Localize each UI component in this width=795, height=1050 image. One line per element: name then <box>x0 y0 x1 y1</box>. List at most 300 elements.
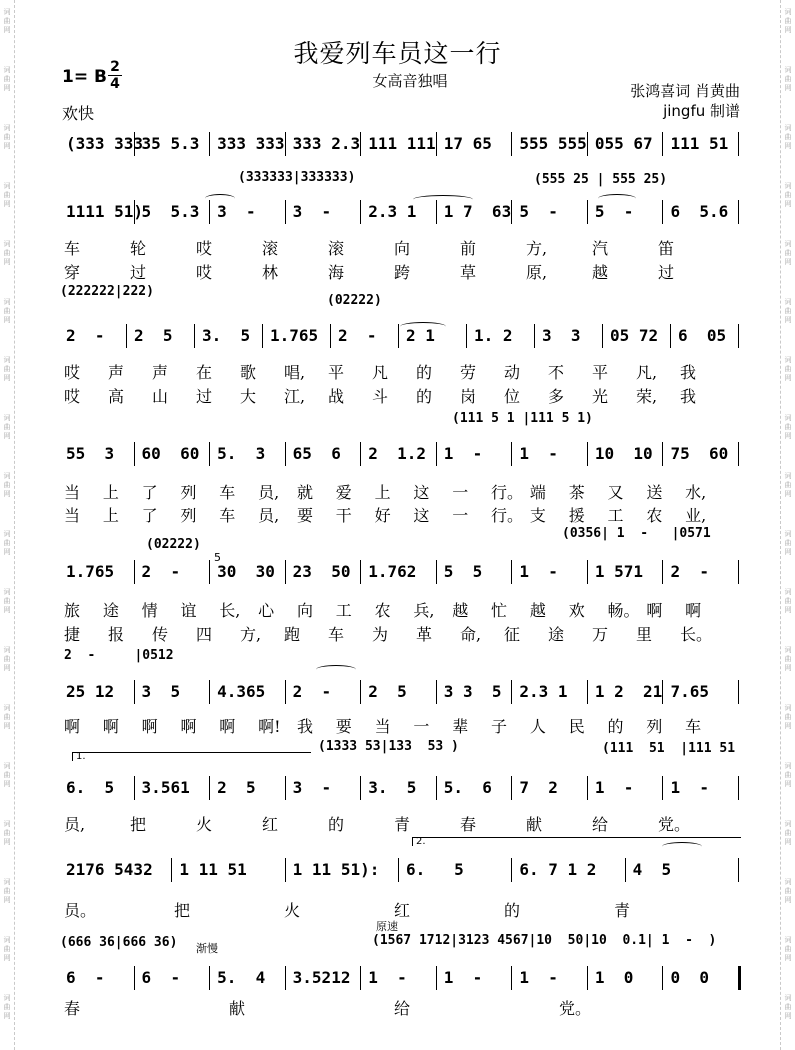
lyric-syllable: 员。 <box>64 901 97 920</box>
measure: 2 - <box>66 326 105 345</box>
measure: 2 - <box>292 682 332 701</box>
staff-line <box>60 558 740 586</box>
measure: 3 5 <box>141 682 181 701</box>
lyric-syllable: 要 <box>335 717 352 736</box>
bar-line <box>262 324 263 348</box>
lyric-line <box>60 622 740 646</box>
measure: 1 0 <box>594 968 634 987</box>
bar-line <box>587 966 588 990</box>
bar-line <box>511 132 512 156</box>
bar-line <box>587 776 588 800</box>
measure: 333 333 <box>217 134 285 153</box>
lyric-syllable: 的 <box>416 363 433 382</box>
watermark-text: 词 曲 网 <box>3 356 11 382</box>
lyric-line <box>60 236 740 260</box>
measure: 17 65 <box>443 134 492 153</box>
lyric-syllable: 位 <box>504 387 521 406</box>
lyric-syllable: 啊 <box>64 717 81 736</box>
measure: 333 2.3 <box>292 134 361 153</box>
measure: 55 3 <box>66 444 115 463</box>
lyric-syllable: 过 <box>658 263 675 282</box>
watermark-text: 词 曲 网 <box>784 878 792 904</box>
lyric-syllable: 畅。 <box>607 601 640 620</box>
lyric-syllable: 献 <box>229 999 246 1018</box>
bar-line <box>171 858 172 882</box>
lyric-syllable: 前 <box>460 239 477 258</box>
lyric-syllable: 好 <box>374 506 391 525</box>
song-subtitle: 女高音独唱 <box>372 72 448 90</box>
bar-line <box>436 966 437 990</box>
bar-line <box>587 560 588 584</box>
measure: 25 12 <box>66 682 115 701</box>
measure: 1111 51) <box>66 202 144 221</box>
bar-line <box>662 200 663 224</box>
lyric-syllable: 列 <box>180 506 197 525</box>
measure: 6 - <box>141 968 181 987</box>
watermark-text: 词 曲 网 <box>3 240 11 266</box>
lyric-syllable: 献 <box>526 815 543 834</box>
lyric-syllable: 爱 <box>335 483 352 502</box>
watermark-text: 词 曲 网 <box>784 298 792 324</box>
watermark-text: 词 曲 网 <box>784 646 792 672</box>
measure: 3.561 <box>141 778 190 797</box>
lyric-syllable: 就 <box>296 483 313 502</box>
first-ending-label: 1. <box>76 751 86 762</box>
measure: 35 5.3 <box>141 134 200 153</box>
lyric-syllable: 过 <box>196 387 213 406</box>
bar-line <box>285 560 286 584</box>
lyric-line <box>60 260 740 284</box>
lyric-syllable: 农 <box>374 601 391 620</box>
bar-line <box>134 776 135 800</box>
key-signature: 1= B <box>62 67 107 87</box>
bar-line <box>209 132 210 156</box>
watermark-text: 词 曲 网 <box>784 936 792 962</box>
watermark-text: 词 曲 网 <box>3 646 11 672</box>
watermark-text: 词 曲 网 <box>3 414 11 440</box>
lyric-syllable: 兵, <box>413 601 435 620</box>
measure: 555 555 <box>519 134 587 153</box>
bar-line <box>398 858 399 882</box>
measure: 2 - <box>338 326 377 345</box>
measure: 6 05 <box>678 326 727 345</box>
bar-line <box>738 966 741 990</box>
lyric-syllable: 笛 <box>658 239 675 258</box>
watermark-text: 词 曲 网 <box>784 820 792 846</box>
measure: 6. 5 <box>66 778 115 797</box>
lyric-syllable: 劳 <box>460 363 477 382</box>
measure: 1 - <box>519 444 558 463</box>
lyric-syllable: 荣, <box>636 387 658 406</box>
measure: (333 333 <box>66 134 144 153</box>
bar-line <box>360 560 361 584</box>
lyric-syllable: 长。 <box>680 625 713 644</box>
lyric-syllable: 啊 <box>685 601 702 620</box>
measure: 2 5 <box>217 778 256 797</box>
bar-line <box>738 776 739 800</box>
measure: 60 60 <box>141 444 200 463</box>
watermark-text: 词 曲 网 <box>784 182 792 208</box>
lyric-syllable: 长, <box>219 601 241 620</box>
lyric-syllable: 在 <box>196 363 213 382</box>
lyric-syllable: 啊 <box>141 717 158 736</box>
watermark-text: 词 曲 网 <box>784 240 792 266</box>
measure: 6 - <box>66 968 105 987</box>
lyric-syllable: 员, <box>258 483 280 502</box>
lyric-syllable: 征 <box>504 625 521 644</box>
watermark-text: 词 曲 网 <box>3 762 11 788</box>
lyric-syllable: 人 <box>529 717 546 736</box>
bar-line <box>360 680 361 704</box>
staff-line <box>60 856 740 884</box>
lyric-syllable: 途 <box>102 601 119 620</box>
aux-line: (111 5 1 |111 5 1) <box>452 411 593 426</box>
lyric-syllable: 我 <box>680 363 697 382</box>
watermark-text: 词 曲 网 <box>3 182 11 208</box>
bar-line <box>738 324 739 348</box>
measure: 75 60 <box>670 444 729 463</box>
lyric-syllable: 歌 <box>240 363 257 382</box>
bar-line <box>511 776 512 800</box>
lyric-syllable: 哎 <box>196 263 213 282</box>
bar-line <box>330 324 331 348</box>
measure: 7 2 <box>519 778 558 797</box>
lyric-syllable: 越 <box>529 601 546 620</box>
lyric-syllable: 斗 <box>372 387 389 406</box>
watermark-text: 词 曲 网 <box>3 588 11 614</box>
lyric-syllable: 当 <box>64 483 81 502</box>
watermark-text: 词 曲 网 <box>3 8 11 34</box>
watermark-text: 词 曲 网 <box>3 994 11 1020</box>
watermark-text: 词 曲 网 <box>784 704 792 730</box>
lyric-syllable: 为 <box>372 625 389 644</box>
lyric-syllable: 上 <box>102 506 119 525</box>
lyric-syllable: 海 <box>328 263 345 282</box>
lyric-syllable: 上 <box>374 483 391 502</box>
lyric-syllable: 途 <box>548 625 565 644</box>
lyric-syllable: 万 <box>592 625 609 644</box>
measure: 2 - <box>141 562 181 581</box>
lyric-syllable: 向 <box>296 601 313 620</box>
watermark-text: 词 曲 网 <box>3 472 11 498</box>
staff-line <box>60 440 740 468</box>
lyric-syllable: 大 <box>240 387 257 406</box>
bar-line <box>738 560 739 584</box>
lyric-syllable: 江, <box>284 387 306 406</box>
lyric-syllable: 啊 <box>219 717 236 736</box>
bar-line <box>209 560 210 584</box>
aux-line: (222222|222) <box>60 284 154 299</box>
lyric-syllable: 的 <box>416 387 433 406</box>
lyric-syllable: 了 <box>141 483 158 502</box>
bar-line <box>738 200 739 224</box>
lyric-syllable: 跨 <box>394 263 411 282</box>
lyric-syllable: 行。 <box>491 483 524 502</box>
bar-line <box>738 680 739 704</box>
lyric-syllable: 革 <box>416 625 433 644</box>
meter-bottom: 4 <box>110 76 120 92</box>
aux-line: (1333 53|133 53 ) <box>318 739 459 754</box>
bar-line <box>436 132 437 156</box>
measure: 1.765 <box>66 562 115 581</box>
bar-line <box>662 776 663 800</box>
lyric-syllable: 红 <box>394 901 411 920</box>
lyric-syllable: 不 <box>548 363 565 382</box>
lyric-syllable: 上 <box>102 483 119 502</box>
watermark-text: 词 曲 网 <box>784 530 792 556</box>
lyric-syllable: 把 <box>130 815 147 834</box>
watermark-text: 词 曲 网 <box>3 704 11 730</box>
bar-line <box>587 680 588 704</box>
lyric-syllable: 当 <box>374 717 391 736</box>
lyric-syllable: 了 <box>141 506 158 525</box>
slur <box>316 665 356 674</box>
lyric-syllable: 车 <box>219 483 236 502</box>
lyric-syllable: 青 <box>614 901 631 920</box>
lyric-syllable: 青 <box>394 815 411 834</box>
lyric-syllable: 工 <box>607 506 624 525</box>
watermark-text: 词 曲 网 <box>784 588 792 614</box>
lyric-syllable: 捷 <box>64 625 81 644</box>
bar-line <box>436 560 437 584</box>
bar-line <box>398 324 399 348</box>
lyric-syllable: 汽 <box>592 239 609 258</box>
bar-line <box>587 442 588 466</box>
lyric-line <box>60 360 740 384</box>
lyric-syllable: 红 <box>262 815 279 834</box>
measure: 23 50 <box>292 562 351 581</box>
aux-line: (111 51 |111 51 <box>602 741 736 756</box>
lyric-syllable: 援 <box>568 506 585 525</box>
lyric-line <box>60 714 740 738</box>
measure: 1 - <box>443 968 483 987</box>
lyric-syllable: 一 <box>452 483 469 502</box>
measure: 1.765 <box>270 326 319 345</box>
aux-line: (333333|333333) <box>238 170 356 185</box>
bar-line <box>436 776 437 800</box>
watermark-text: 词 曲 网 <box>784 472 792 498</box>
bar-line <box>134 132 135 156</box>
bar-line <box>670 324 671 348</box>
lyric-syllable: 一 <box>413 717 430 736</box>
lyric-syllable: 轮 <box>130 239 147 258</box>
lyric-syllable: 原, <box>526 263 548 282</box>
watermark-text: 词 曲 网 <box>784 414 792 440</box>
watermark-text: 词 曲 网 <box>784 66 792 92</box>
measure: 1 - <box>670 778 709 797</box>
measure: 111 51 <box>670 134 729 153</box>
measure: 1 - <box>519 968 558 987</box>
bar-line <box>285 680 286 704</box>
lyric-syllable: 向 <box>394 239 411 258</box>
measure: 2176 5432 <box>66 860 153 879</box>
staff-line <box>60 130 740 158</box>
lyric-syllable: 情 <box>141 601 158 620</box>
bar-line <box>436 442 437 466</box>
bar-line <box>134 560 135 584</box>
measure: 2 - <box>670 562 709 581</box>
bar-line <box>209 442 210 466</box>
bar-line <box>209 776 210 800</box>
lyric-line <box>60 598 740 622</box>
lyric-syllable: 穿 <box>64 263 81 282</box>
lyric-syllable: 车 <box>685 717 702 736</box>
bar-line <box>662 680 663 704</box>
lyric-syllable: 山 <box>152 387 169 406</box>
measure: 5 5 <box>443 562 483 581</box>
lyric-syllable: 欢 <box>568 601 585 620</box>
bar-line <box>511 560 512 584</box>
lyric-syllable: 光 <box>592 387 609 406</box>
lyric-syllable: 唱, <box>284 363 306 382</box>
staff-line <box>60 678 740 706</box>
lyric-syllable: 啊! <box>258 717 281 736</box>
lyric-syllable: 越 <box>452 601 469 620</box>
lyric-syllable: 一 <box>452 506 469 525</box>
lyric-syllable: 春 <box>460 815 477 834</box>
watermark-text: 词 曲 网 <box>3 298 11 324</box>
bar-line <box>534 324 535 348</box>
measure: 2.3 1 <box>368 202 417 221</box>
bar-line <box>194 324 195 348</box>
meter-top: 2 <box>110 59 120 75</box>
lyric-syllable: 动 <box>504 363 521 382</box>
measure: 3. 5 <box>202 326 251 345</box>
measure: 1 - <box>443 444 483 463</box>
lyric-syllable: 员, <box>64 815 86 834</box>
bar-line <box>738 442 739 466</box>
lyric-syllable: 业, <box>685 506 707 525</box>
lyric-syllable: 支 <box>529 506 546 525</box>
watermark-text: 词 曲 网 <box>784 356 792 382</box>
lyric-syllable: 草 <box>460 263 477 282</box>
lyric-syllable: 滚 <box>262 239 279 258</box>
lyric-syllable: 凡, <box>636 363 658 382</box>
measure: 3 - <box>292 202 332 221</box>
lyric-syllable: 车 <box>64 239 81 258</box>
measure: 3 3 <box>542 326 581 345</box>
watermark-text: 词 曲 网 <box>3 66 11 92</box>
watermark-text: 词 曲 网 <box>3 878 11 904</box>
lyric-line <box>60 812 740 836</box>
lyric-syllable: 这 <box>413 483 430 502</box>
lyric-syllable: 我 <box>296 717 313 736</box>
lyric-syllable: 工 <box>335 601 352 620</box>
measure: 055 67 <box>594 134 653 153</box>
lyric-syllable: 战 <box>328 387 345 406</box>
bar-line <box>134 442 135 466</box>
bar-line <box>662 966 663 990</box>
bar-line <box>511 858 512 882</box>
measure: 3 - <box>217 202 256 221</box>
bar-line <box>436 680 437 704</box>
credit-transcriber: jingfu 制谱 <box>663 102 740 120</box>
lyric-syllable: 党。 <box>559 999 592 1018</box>
second-ending-label: 2. <box>416 836 426 847</box>
time-signature <box>108 60 122 91</box>
lyric-syllable: 哎 <box>64 363 81 382</box>
lyric-syllable: 火 <box>284 901 301 920</box>
lyric-syllable: 要 <box>296 506 313 525</box>
measure: 6. 5 <box>406 860 464 879</box>
measure: 5. 4 <box>217 968 266 987</box>
bar-line <box>587 200 588 224</box>
bar-line <box>134 200 135 224</box>
measure: 6 5.6 <box>670 202 729 221</box>
slowdown-marking: 渐慢 <box>196 942 218 955</box>
lyric-syllable: 凡 <box>372 363 389 382</box>
lyric-syllable: 林 <box>262 263 279 282</box>
bar-line <box>285 966 286 990</box>
lyric-line <box>60 898 740 922</box>
bar-line <box>360 776 361 800</box>
bar-line <box>209 200 210 224</box>
original-tempo-marking: 原速 <box>376 920 398 933</box>
aux-line: (666 36|666 36) <box>60 935 178 950</box>
bar-line <box>285 442 286 466</box>
lyric-syllable: 啊 <box>102 717 119 736</box>
watermark-text: 词 曲 网 <box>3 530 11 556</box>
bar-line <box>285 858 286 882</box>
lyric-syllable: 滚 <box>328 239 345 258</box>
aux-line: 2 - |0512 <box>64 648 174 663</box>
lyric-syllable: 多 <box>548 387 565 406</box>
bar-line <box>360 200 361 224</box>
lyric-syllable: 哎 <box>196 239 213 258</box>
bar-line <box>511 966 512 990</box>
watermark-text: 词 曲 网 <box>784 8 792 34</box>
measure: 1. 2 <box>474 326 513 345</box>
bar-line <box>134 966 135 990</box>
staff-line <box>60 964 740 992</box>
measure: 1 - <box>519 562 558 581</box>
bar-line <box>511 200 512 224</box>
measure: 1 2 21 <box>594 682 663 701</box>
measure: 4 5 <box>632 860 672 879</box>
lyric-syllable: 端 <box>529 483 546 502</box>
lyric-syllable: 跑 <box>284 625 301 644</box>
grace-note: 5 <box>214 551 221 564</box>
bar-line <box>360 132 361 156</box>
lyric-syllable: 过 <box>130 263 147 282</box>
bar-line <box>209 680 210 704</box>
lyric-syllable: 的 <box>328 815 345 834</box>
watermark-text: 词 曲 网 <box>784 994 792 1020</box>
measure: 4.365 <box>217 682 266 701</box>
measure: 5 - <box>519 202 558 221</box>
measure: 5 5.3 <box>141 202 200 221</box>
lyric-line <box>60 480 740 504</box>
lyric-syllable: 报 <box>108 625 125 644</box>
bar-line <box>587 132 588 156</box>
lyric-syllable: 水, <box>685 483 707 502</box>
bar-line <box>436 200 437 224</box>
measure: 2 5 <box>368 682 407 701</box>
lyric-syllable: 党。 <box>658 815 691 834</box>
lyric-syllable: 方, <box>526 239 548 258</box>
bar-line <box>662 560 663 584</box>
lyric-syllable: 岗 <box>460 387 477 406</box>
lyric-syllable: 给 <box>592 815 609 834</box>
lyric-syllable: 我 <box>680 387 697 406</box>
bar-line <box>738 858 739 882</box>
bar-line <box>285 776 286 800</box>
measure: 1.762 <box>368 562 417 581</box>
lyric-syllable: 方, <box>240 625 262 644</box>
tempo-marking: 欢快 <box>62 104 95 123</box>
measure: 0 0 <box>670 968 709 987</box>
lyric-syllable: 平 <box>592 363 609 382</box>
